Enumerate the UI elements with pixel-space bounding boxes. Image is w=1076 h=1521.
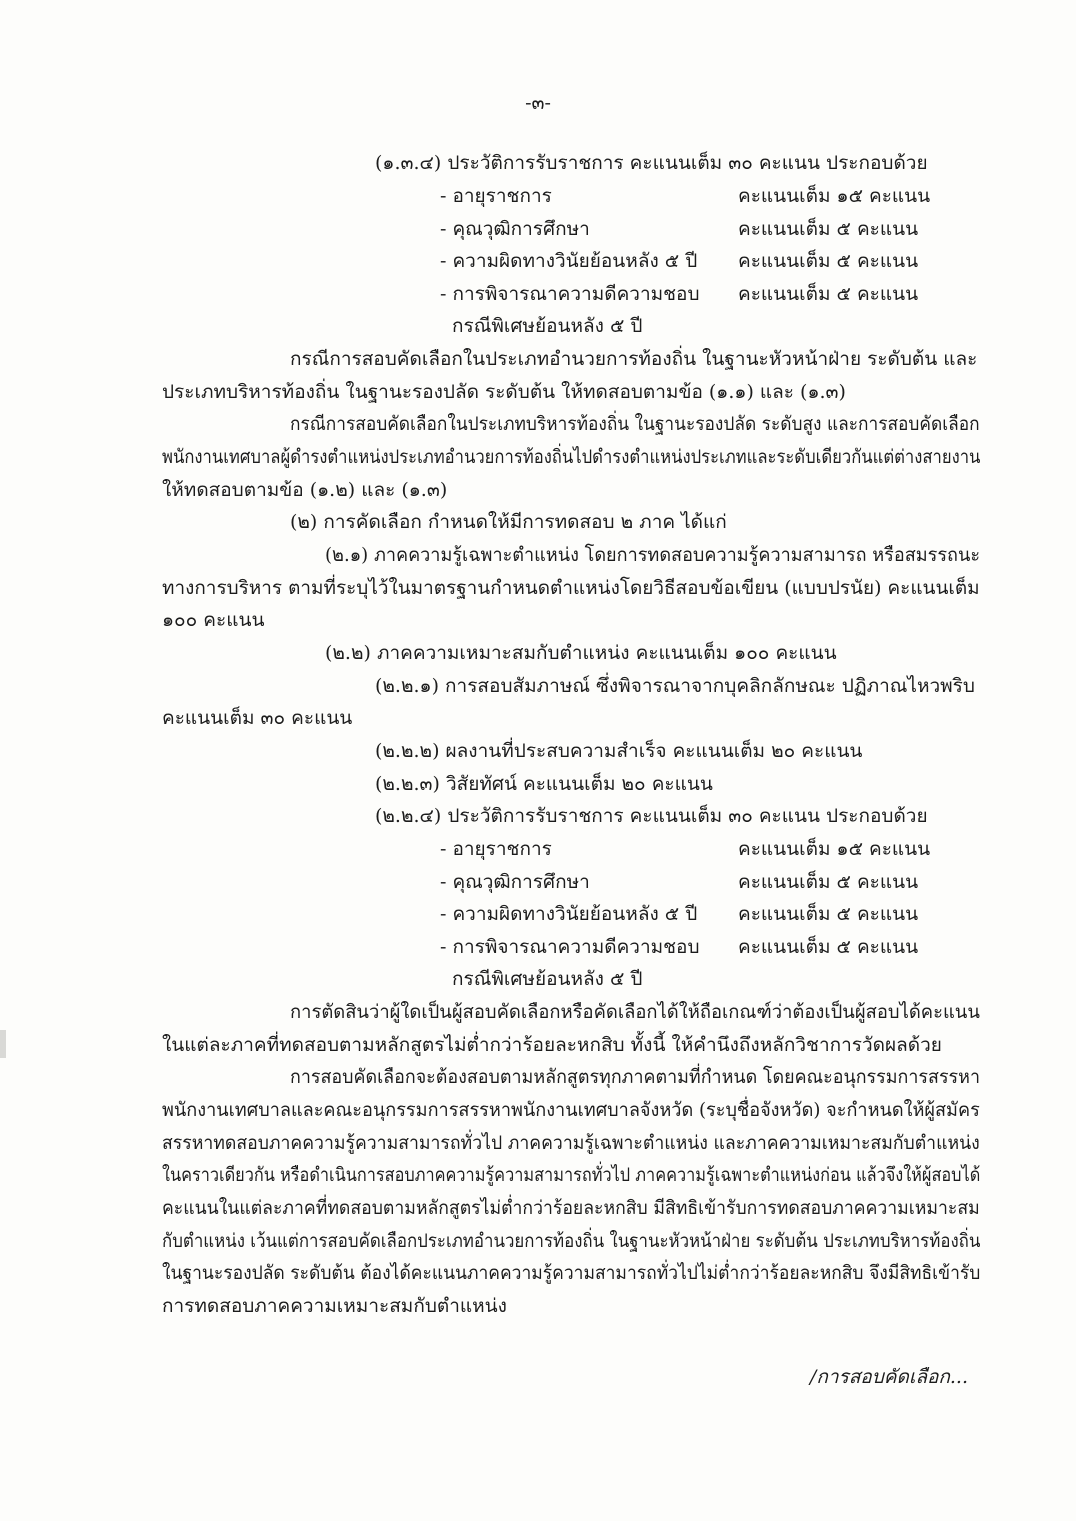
paragraph-line: ในแต่ละภาคที่ทดสอบตามหลักสูตรไม่ต่ำกว่าร้อยละหกสิบ ทั้งนี้ ให้คำนึงถึงหลักวิชาการวัดผลด้วย	[162, 1034, 942, 1056]
paragraph-line: ทางการบริหาร ตามที่ระบุไว้ในมาตรฐานกำหนดตำแหน่งโดยวิธีสอบข้อเขียน (แบบปรนัย) คะแนนเต็ม	[162, 577, 980, 599]
paragraph-line: (๒.๒.๓) วิสัยทัศน์ คะแนนเต็ม ๒๐ คะแนน	[375, 773, 713, 795]
paragraph-line: ประเภทบริหารท้องถิ่น ในฐานะรองปลัด ระดับต้น ให้ทดสอบตามข้อ (๑.๑) และ (๑.๓)	[162, 381, 846, 403]
list-item: - การพิจารณาความดีความชอบ	[440, 283, 700, 305]
paragraph-line: การสอบคัดเลือกจะต้องสอบตามหลักสูตรทุกภาคตามที่กำหนด โดยคณะอนุกรรมการสรรหา	[290, 1066, 980, 1088]
score-text: คะแนนเต็ม ๕ คะแนน	[738, 871, 919, 893]
scan-artifact	[0, 1030, 6, 1058]
continuation-note: /การสอบคัดเลือก...	[809, 1366, 968, 1388]
paragraph-line: ให้ทดสอบตามข้อ (๑.๒) และ (๑.๓)	[162, 479, 448, 501]
paragraph-line: คะแนนเต็ม ๓๐ คะแนน	[162, 707, 353, 729]
page-number: -๓-	[525, 92, 551, 114]
paragraph-line: (๒.๒.๒) ผลงานที่ประสบความสำเร็จ คะแนนเต็ม ๒๐ คะแนน	[375, 740, 863, 762]
list-item: - อายุราชการ	[440, 838, 552, 860]
paragraph-line: พนักงานเทศบาลและคณะอนุกรรมการสรรหาพนักงานเทศบาลจังหวัด (ระบุชื่อจังหวัด) จะกำหนดให้ผู้สมัคร	[162, 1099, 980, 1121]
list-item: - คุณวุฒิการศึกษา	[440, 871, 590, 893]
paragraph-line: การตัดสินว่าผู้ใดเป็นผู้สอบคัดเลือกหรือคัดเลือกได้ให้ถือเกณฑ์ว่าต้องเป็นผู้สอบได้คะแนน	[290, 1001, 980, 1023]
score-text: คะแนนเต็ม ๕ คะแนน	[738, 218, 919, 240]
score-text: คะแนนเต็ม ๕ คะแนน	[738, 903, 919, 925]
section-heading: (๑.๓.๔) ประวัติการรับราชการ คะแนนเต็ม ๓๐ คะแนน ประกอบด้วย	[375, 152, 928, 174]
section-heading: (๒) การคัดเลือก กำหนดให้มีการทดสอบ ๒ ภาค ได้แก่	[290, 511, 727, 533]
list-item-sub: กรณีพิเศษย้อนหลัง ๕ ปี	[452, 968, 643, 990]
score-text: คะแนนเต็ม ๑๕ คะแนน	[738, 838, 931, 860]
paragraph-line: ในคราวเดียวกัน หรือดำเนินการสอบภาคความรู้ความสามารถทั่วไป ภาคความรู้เฉพาะตำแหน่งก่อน แล้วจึงให้ผู้สอบได้	[162, 1164, 981, 1186]
score-text: คะแนนเต็ม ๕ คะแนน	[738, 936, 919, 958]
paragraph-line: (๒.๑) ภาคความรู้เฉพาะตำแหน่ง โดยการทดสอบความรู้ความสามารถ หรือสมรรถนะ	[325, 544, 981, 566]
paragraph-line: ในฐานะรองปลัด ระดับต้น ต้องได้คะแนนภาคความรู้ความสามารถทั่วไปไม่ต่ำกว่าร้อยละหกสิบ จึงมีสิทธิเข้ารับ	[162, 1262, 981, 1284]
paragraph-line: การทดสอบภาคความเหมาะสมกับตำแหน่ง	[162, 1295, 507, 1317]
paragraph-line: กับตำแหน่ง เว้นแต่การสอบคัดเลือกประเภทอำนวยการท้องถิ่น ในฐานะหัวหน้าฝ่าย ระดับต้น ประเภทบริหารท้องถิ่น	[162, 1230, 981, 1252]
score-text: คะแนนเต็ม ๕ คะแนน	[738, 250, 919, 272]
paragraph-line: สรรหาทดสอบภาคความรู้ความสามารถทั่วไป ภาคความรู้เฉพาะตำแหน่ง และภาคความเหมาะสมกับตำแหน่ง	[162, 1132, 980, 1154]
paragraph-line: (๒.๒.๑) การสอบสัมภาษณ์ ซึ่งพิจารณาจากบุคลิกลักษณะ ปฏิภาณไหวพริบ	[375, 675, 975, 697]
paragraph-line: คะแนนในแต่ละภาคที่ทดสอบตามหลักสูตรไม่ต่ำกว่าร้อยละหกสิบ มีสิทธิเข้ารับการทดสอบภาคความเหมาะสม	[162, 1197, 980, 1219]
paragraph-line: พนักงานเทศบาลผู้ดำรงตำแหน่งประเภทอำนวยการท้องถิ่นไปดำรงตำแหน่งประเภทและระดับเดียวกันแต่ต่างสายงาน	[162, 446, 981, 468]
list-item: - ความผิดทางวินัยย้อนหลัง ๕ ปี	[440, 250, 698, 272]
list-item: - การพิจารณาความดีความชอบ	[440, 936, 700, 958]
paragraph-line: กรณีการสอบคัดเลือกในประเภทอำนวยการท้องถิ่น ในฐานะหัวหน้าฝ่าย ระดับต้น และ	[290, 348, 978, 370]
list-item: - คุณวุฒิการศึกษา	[440, 218, 590, 240]
section-heading: (๒.๒.๔) ประวัติการรับราชการ คะแนนเต็ม ๓๐ คะแนน ประกอบด้วย	[375, 805, 928, 827]
paragraph-line: ๑๐๐ คะแนน	[162, 609, 265, 631]
list-item-sub: กรณีพิเศษย้อนหลัง ๕ ปี	[452, 315, 643, 337]
score-text: คะแนนเต็ม ๕ คะแนน	[738, 283, 919, 305]
list-item: - อายุราชการ	[440, 185, 552, 207]
list-item: - ความผิดทางวินัยย้อนหลัง ๕ ปี	[440, 903, 698, 925]
score-text: คะแนนเต็ม ๑๕ คะแนน	[738, 185, 931, 207]
paragraph-line: กรณีการสอบคัดเลือกในประเภทบริหารท้องถิ่น ในฐานะรองปลัด ระดับสูง และการสอบคัดเลือก	[290, 413, 980, 435]
section-heading: (๒.๒) ภาคความเหมาะสมกับตำแหน่ง คะแนนเต็ม ๑๐๐ คะแนน	[325, 642, 837, 664]
